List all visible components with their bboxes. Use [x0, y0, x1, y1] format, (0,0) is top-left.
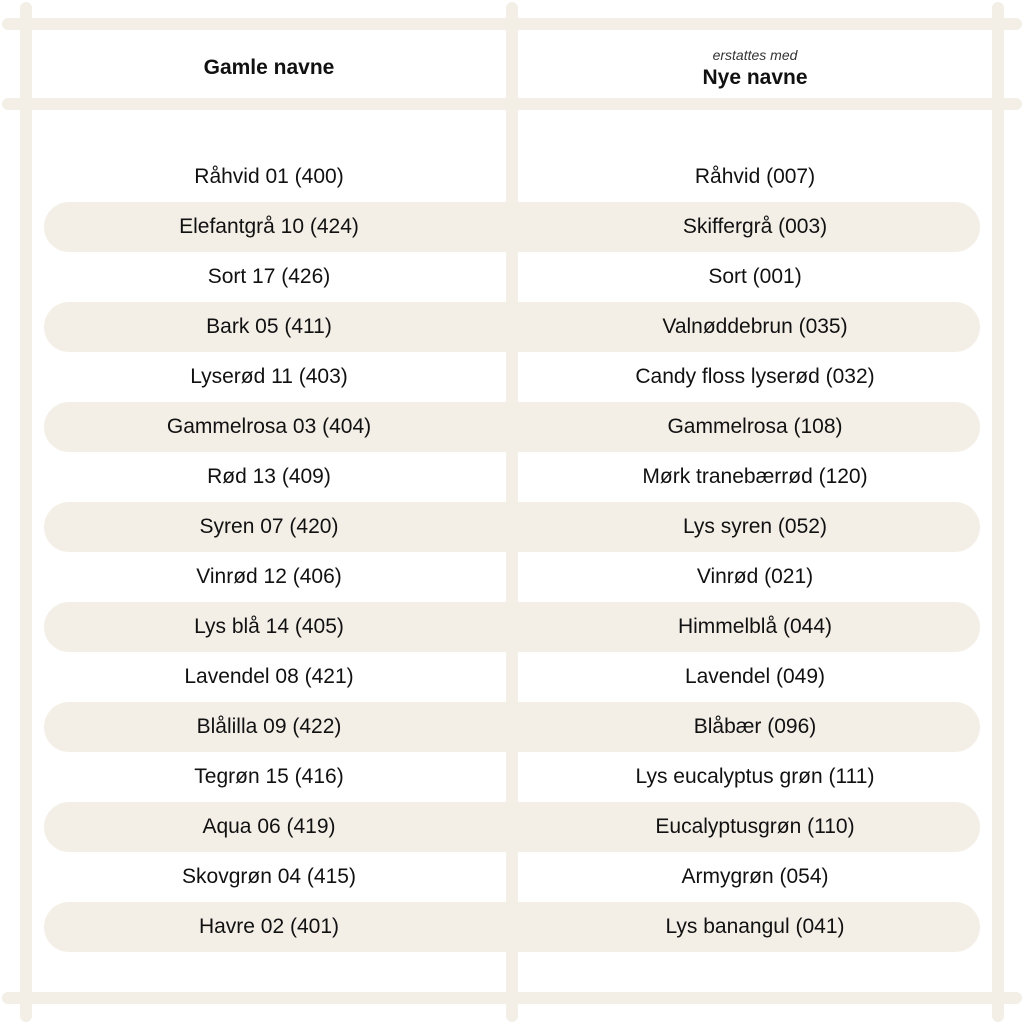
- table-row: [44, 752, 980, 802]
- new-names-title: Nye navne: [702, 66, 808, 89]
- new-name-cell: Lys eucalyptus grøn (111): [635, 765, 875, 788]
- old-name-cell: Lyserød 11 (403): [190, 365, 348, 388]
- new-name-cell: Gammelrosa (108): [667, 415, 843, 438]
- replaced-with-subtitle: erstattes med: [712, 47, 798, 63]
- old-name-cell: Rød 13 (409): [207, 465, 331, 488]
- new-name-cell: Eucalyptusgrøn (110): [655, 815, 855, 838]
- table-row: [44, 202, 980, 252]
- table-row: [44, 802, 980, 852]
- old-name-cell: Havre 02 (401): [198, 915, 340, 938]
- table-row: [44, 602, 980, 652]
- old-name-cell: Råhvid 01 (400): [194, 165, 344, 188]
- old-name-cell: Syren 07 (420): [199, 515, 339, 538]
- new-name-cell: Råhvid (007): [694, 165, 816, 188]
- old-names-header: [32, 40, 506, 96]
- table-row: [44, 652, 980, 702]
- name-mapping-table: [44, 152, 980, 952]
- left-border-line: [20, 2, 32, 1022]
- new-name-cell: Lys syren (052): [683, 515, 827, 538]
- old-name-cell: Aqua 06 (419): [202, 815, 336, 838]
- right-border-line: [992, 2, 1004, 1022]
- new-name-cell: Sort (001): [708, 265, 802, 288]
- new-name-cell: Candy floss lyserød (032): [635, 365, 875, 388]
- old-name-cell: Bark 05 (411): [206, 315, 332, 338]
- table-row: [44, 402, 980, 452]
- table-row: [44, 302, 980, 352]
- old-name-cell: Sort 17 (426): [207, 265, 331, 288]
- table-row: [44, 152, 980, 202]
- old-name-cell: Tegrøn 15 (416): [194, 765, 344, 788]
- old-name-cell: Blålilla 09 (422): [196, 715, 342, 738]
- new-name-cell: Valnøddebrun (035): [662, 315, 848, 338]
- new-name-cell: Skiffergrå (003): [682, 215, 828, 238]
- table-row: [44, 502, 980, 552]
- new-name-cell: Mørk tranebærrød (120): [642, 465, 868, 488]
- old-name-cell: Lys blå 14 (405): [194, 615, 344, 638]
- table-row: [44, 252, 980, 302]
- old-name-cell: Elefantgrå 10 (424): [179, 215, 359, 238]
- old-name-cell: Gammelrosa 03 (404): [166, 415, 372, 438]
- new-names-header: [518, 40, 992, 96]
- table-row: [44, 902, 980, 952]
- table-row: [44, 852, 980, 902]
- old-name-cell: Skovgrøn 04 (415): [182, 865, 356, 888]
- table-row: [44, 552, 980, 602]
- old-name-cell: Vinrød 12 (406): [196, 565, 342, 588]
- table-row: [44, 352, 980, 402]
- old-names-title: Gamle navne: [203, 56, 335, 79]
- table-row: [44, 702, 980, 752]
- new-name-cell: Vinrød (021): [696, 565, 814, 588]
- table-row: [44, 452, 980, 502]
- new-name-cell: Lys banangul (041): [665, 915, 845, 938]
- new-name-cell: Armygrøn (054): [681, 865, 829, 888]
- new-name-cell: Lavendel (049): [684, 665, 826, 688]
- new-name-cell: Blåbær (096): [693, 715, 817, 738]
- old-name-cell: Lavendel 08 (421): [184, 665, 354, 688]
- new-name-cell: Himmelblå (044): [677, 615, 833, 638]
